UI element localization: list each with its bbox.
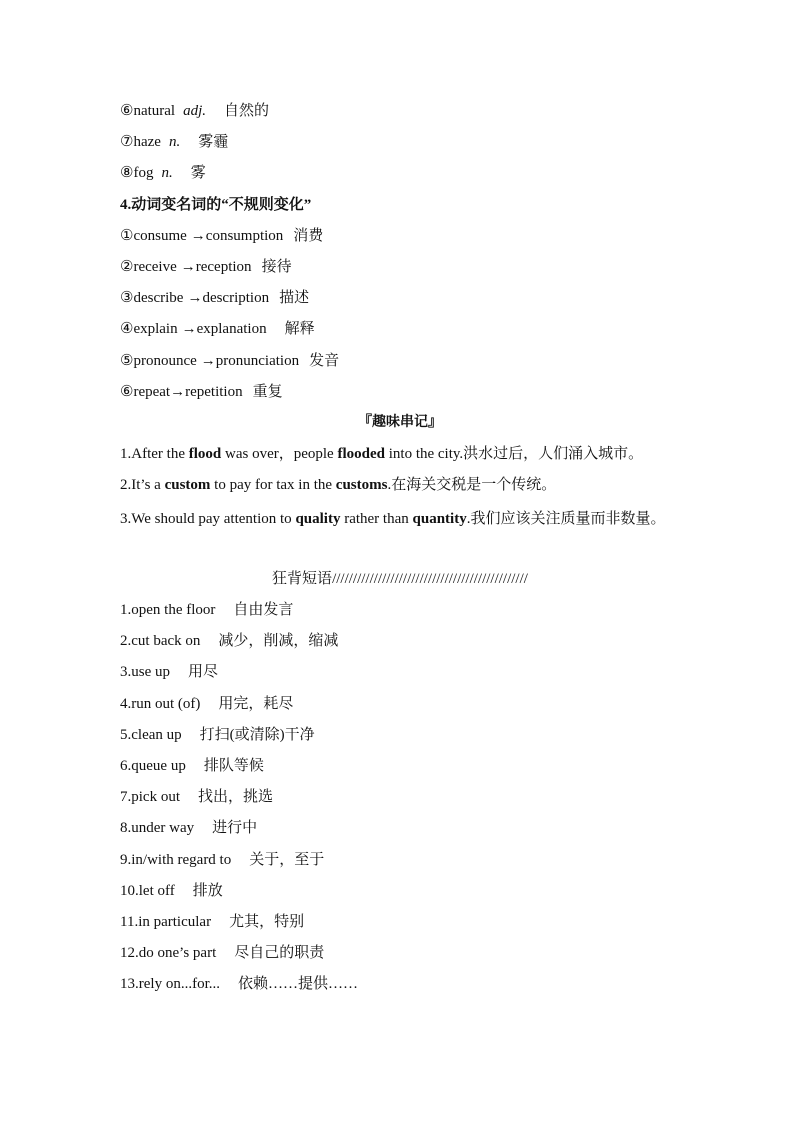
item-number: ③ — [120, 290, 134, 307]
vocab-word: fog — [133, 165, 154, 182]
part-of-speech: n. — [161, 165, 173, 182]
phrase-meaning: 排队等候 — [203, 757, 264, 774]
phrase-item — [120, 816, 680, 847]
item-number: ④ — [120, 321, 134, 338]
meaning: 解释 — [284, 321, 315, 338]
verb: explain — [133, 321, 178, 338]
phrase-meaning: 用尽 — [188, 664, 219, 681]
phrase-meaning: 自由发言 — [233, 602, 294, 619]
arrow-icon: → — [190, 227, 206, 244]
meaning: 描述 — [279, 290, 310, 307]
noun: pronunciation — [215, 352, 300, 369]
example-sentence — [120, 504, 680, 566]
phrase-item — [120, 972, 680, 1003]
phrase: 3.use up — [120, 664, 170, 681]
phrase-item — [120, 879, 680, 910]
item-number: ⑤ — [120, 352, 134, 369]
item-number: ① — [120, 227, 134, 244]
phrase: 2.cut back on — [120, 633, 201, 650]
verb-noun-item — [120, 380, 680, 411]
vocab-item — [120, 161, 680, 192]
phrases-title: 狂背短语 — [272, 570, 333, 587]
arrow-icon: → — [187, 290, 203, 307]
vocab-item — [120, 130, 680, 161]
phrase-meaning: 打扫(或清除)干净 — [199, 726, 315, 743]
noun: consumption — [205, 227, 284, 244]
phrase-meaning: 依赖……提供…… — [237, 976, 358, 993]
keyword: flood — [188, 446, 222, 463]
item-number: ⑦ — [120, 134, 134, 151]
sentence-text: rather than — [340, 511, 413, 528]
phrase: 11.in particular — [120, 913, 212, 930]
phrase: 12.do one’s part — [120, 945, 217, 962]
decorative-slashes: /////////////////////////////////////////////// — [332, 570, 528, 587]
example-sentence — [120, 442, 680, 473]
phrase-item — [120, 910, 680, 941]
vocab-word: natural — [133, 103, 176, 119]
phrase-item — [120, 629, 680, 660]
keyword: customs — [335, 477, 388, 494]
example-sentence — [120, 473, 680, 504]
vocab-item — [120, 99, 680, 130]
vocab-meaning: 自然的 — [224, 103, 270, 119]
sentence-text: was over，people — [221, 446, 338, 463]
sentence-text: 3.We should pay attention to — [120, 511, 296, 528]
verb-noun-item — [120, 286, 680, 317]
phrase-meaning: 减少，削减，缩减 — [218, 633, 339, 650]
phrase-item — [120, 598, 680, 629]
sentence-text: .我们应该关注质量而非数量。 — [466, 511, 666, 528]
verb: receive — [133, 258, 177, 275]
verb-noun-item — [120, 349, 680, 380]
keyword: quality — [295, 511, 341, 528]
phrase: 4.run out (of) — [120, 695, 201, 712]
verb-noun-item — [120, 255, 680, 286]
phrase-meaning: 找出，挑选 — [198, 789, 274, 806]
phrase-item — [120, 723, 680, 754]
sentence-text: into the city.洪水过后，人们涌入城市。 — [384, 446, 644, 463]
vocab-meaning: 雾霾 — [198, 134, 229, 151]
phrases-heading — [120, 567, 680, 598]
item-number: ⑧ — [120, 165, 134, 182]
item-number: ② — [120, 258, 134, 275]
phrase: 13.rely on...for... — [120, 976, 220, 993]
verb-noun-item — [120, 317, 680, 348]
phrase: 7.pick out — [120, 789, 180, 806]
phrase-item — [120, 660, 680, 691]
keyword: custom — [164, 477, 211, 494]
verb: repeat — [133, 383, 171, 400]
phrase-item — [120, 848, 680, 879]
phrase-item — [120, 785, 680, 816]
phrase: 1.open the floor — [120, 602, 216, 619]
phrase-item — [120, 754, 680, 785]
sentence-text: to pay for tax in the — [210, 477, 336, 494]
phrase: 6.queue up — [120, 757, 186, 774]
noun: reception — [195, 258, 252, 275]
verb: pronounce — [133, 352, 197, 369]
meaning: 重复 — [252, 383, 283, 400]
phrase-meaning: 排放 — [192, 882, 223, 899]
keyword: flooded — [337, 446, 385, 463]
phrase-meaning: 尤其，特别 — [229, 913, 305, 930]
arrow-icon: → — [170, 383, 186, 400]
phrase: 10.let off — [120, 882, 175, 899]
meaning: 接待 — [261, 258, 292, 275]
noun: repetition — [185, 383, 243, 400]
section-heading: 4.动词变名词的“不规则变化” — [120, 196, 312, 213]
arrow-icon: → — [180, 258, 196, 275]
verb: describe — [133, 290, 184, 307]
item-number: ⑥ — [120, 383, 134, 400]
vocab-word: haze — [133, 134, 161, 151]
sentence-text: .在海关交税是一个传统。 — [387, 477, 557, 494]
phrase-meaning: 尽自己的职责 — [234, 945, 325, 962]
phrase-meaning: 关于，至于 — [249, 851, 325, 868]
part-of-speech: n. — [168, 134, 181, 151]
vocab-meaning: 雾 — [190, 165, 206, 182]
phrase-meaning: 用完，耗尽 — [218, 695, 294, 712]
arrow-icon: → — [181, 321, 197, 338]
phrase: 9.in/with regard to — [120, 851, 232, 868]
noun: description — [202, 290, 270, 307]
phrase-meaning: 进行中 — [212, 820, 258, 837]
phrase: 5.clean up — [120, 726, 182, 743]
arrow-icon: → — [200, 352, 216, 369]
part-of-speech: adj. — [183, 103, 207, 119]
verb-noun-item — [120, 224, 680, 255]
noun: explanation — [196, 321, 267, 338]
meaning: 消费 — [293, 227, 324, 244]
sentence-text: 1.After the — [120, 446, 189, 463]
item-number: ⑥ — [120, 103, 134, 119]
fun-memory-title: 『趣味串记』 — [358, 414, 442, 430]
phrase: 8.under way — [120, 820, 195, 837]
sentence-text: 2.It’s a — [120, 477, 165, 494]
phrase-item — [120, 941, 680, 972]
verb: consume — [133, 227, 187, 244]
phrase-item — [120, 692, 680, 723]
keyword: quantity — [412, 511, 467, 528]
document-page — [120, 99, 680, 1003]
meaning: 发音 — [309, 352, 340, 369]
